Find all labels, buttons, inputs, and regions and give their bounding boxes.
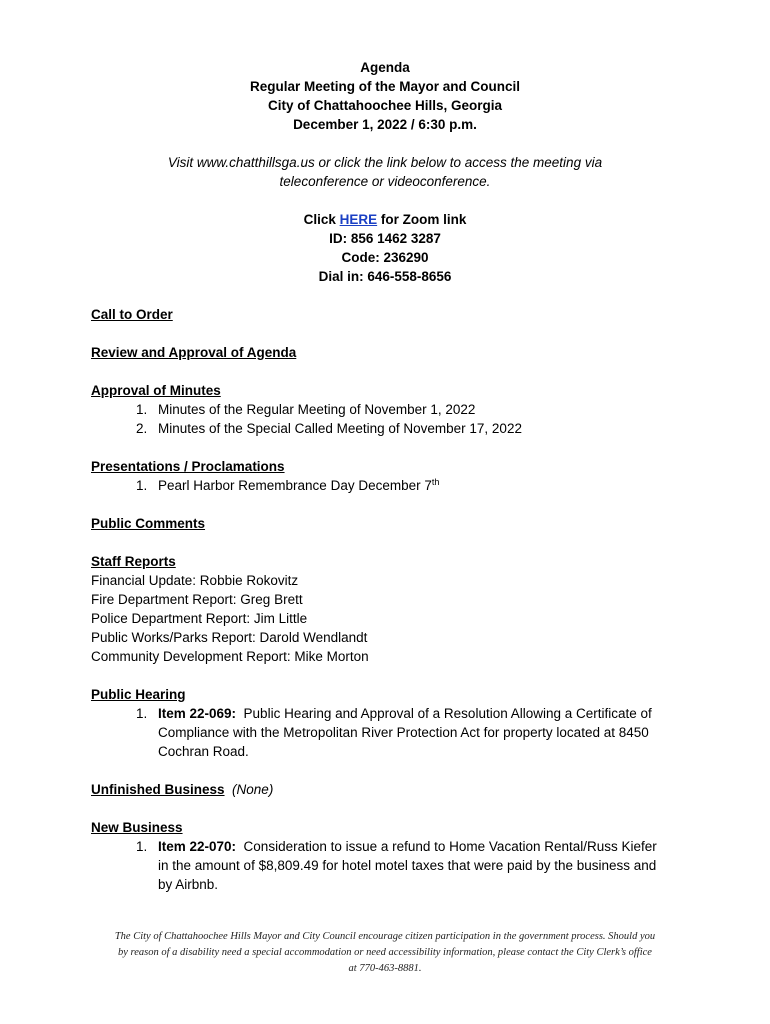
item-number: 1. xyxy=(136,839,148,854)
section-public-hearing: Public Hearing xyxy=(91,687,186,702)
footer-line-2: by reason of a disability need a special accommodation or need accessibility information, please contact the City Clerk’s office xyxy=(118,947,652,958)
item-text: Pearl Harbor Remembrance Day December 7 xyxy=(158,478,432,493)
item-text-line-1: Consideration to issue a refund to Home Vacation Rental/Russ Kiefer xyxy=(236,839,657,854)
item-text: Minutes of the Regular Meeting of November 1, 2022 xyxy=(158,402,476,417)
staff-report-line: Community Development Report: Mike Morton xyxy=(91,649,369,664)
header-title: Agenda xyxy=(360,60,410,75)
list-item xyxy=(91,419,691,438)
item-text-line-2: in the amount of $8,809.49 for hotel motel taxes that were paid by the business and xyxy=(158,858,657,873)
staff-report-line: Public Works/Parks Report: Darold Wendlandt xyxy=(91,630,368,645)
item-number: 1. xyxy=(136,706,148,721)
section-new-business: New Business xyxy=(91,820,183,835)
zoom-click-suffix: for Zoom link xyxy=(377,212,467,227)
visit-instructions xyxy=(0,153,770,191)
header-city: City of Chattahoochee Hills, Georgia xyxy=(267,98,503,113)
zoom-passcode: Code: 236290 xyxy=(341,250,429,265)
header-meeting: Regular Meeting of the Mayor and Council xyxy=(249,79,521,94)
item-label: Item 22-069: xyxy=(158,706,237,721)
item-label: Item 22-070: xyxy=(158,839,237,854)
list-item xyxy=(91,476,691,495)
zoom-click-prefix: Click xyxy=(303,212,340,227)
section-approval-minutes: Approval of Minutes xyxy=(91,383,221,398)
section-presentations: Presentations / Proclamations xyxy=(91,459,285,474)
list-item xyxy=(91,704,691,761)
footer-line-1: The City of Chattahoochee Hills Mayor and City Council encourage citizen participation in the government process. Should you xyxy=(114,931,656,942)
header-date: December 1, 2022 / 6:30 p.m. xyxy=(293,117,477,132)
zoom-dial-in: Dial in: 646-558-8656 xyxy=(318,269,452,284)
visit-line-1: Visit www.chatthillsga.us or click the link below to access the meeting via xyxy=(167,155,603,170)
zoom-info xyxy=(0,210,770,286)
item-number: 1. xyxy=(136,402,148,417)
item-superscript: th xyxy=(431,477,440,487)
item-text-line-3: by Airbnb. xyxy=(158,877,219,892)
staff-report-line: Financial Update: Robbie Rokovitz xyxy=(91,573,299,588)
item-text-line-1: Public Hearing and Approval of a Resolution Allowing a Certificate of xyxy=(236,706,652,721)
section-review-agenda: Review and Approval of Agenda xyxy=(91,345,297,360)
section-public-comments: Public Comments xyxy=(91,516,206,531)
agenda-header xyxy=(0,58,770,134)
footer-line-3: at 770-463-8881. xyxy=(348,963,422,974)
agenda-body xyxy=(91,305,691,894)
item-number: 1. xyxy=(136,478,148,493)
item-text-line-3: Cochran Road. xyxy=(158,744,249,759)
unfinished-business-note: (None) xyxy=(232,782,274,797)
section-unfinished-business: Unfinished Business xyxy=(91,782,225,797)
section-call-to-order: Call to Order xyxy=(91,307,173,322)
list-item xyxy=(91,400,691,419)
list-item xyxy=(91,837,691,894)
item-number: 2. xyxy=(136,421,148,436)
staff-report-line: Police Department Report: Jim Little xyxy=(91,611,308,626)
section-staff-reports: Staff Reports xyxy=(91,554,176,569)
item-text: Minutes of the Special Called Meeting of November 17, 2022 xyxy=(158,421,522,436)
visit-line-2: teleconference or videoconference. xyxy=(279,174,491,189)
item-text-line-2: Compliance with the Metropolitan River Protection Act for property located at 8450 xyxy=(158,725,649,740)
section-unfinished-business-row xyxy=(91,780,691,799)
zoom-link-line xyxy=(0,210,770,229)
accessibility-footer xyxy=(80,929,690,977)
zoom-meeting-id: ID: 856 1462 3287 xyxy=(329,231,441,246)
zoom-here-link[interactable]: HERE xyxy=(339,212,378,227)
staff-report-line: Fire Department Report: Greg Brett xyxy=(91,592,303,607)
